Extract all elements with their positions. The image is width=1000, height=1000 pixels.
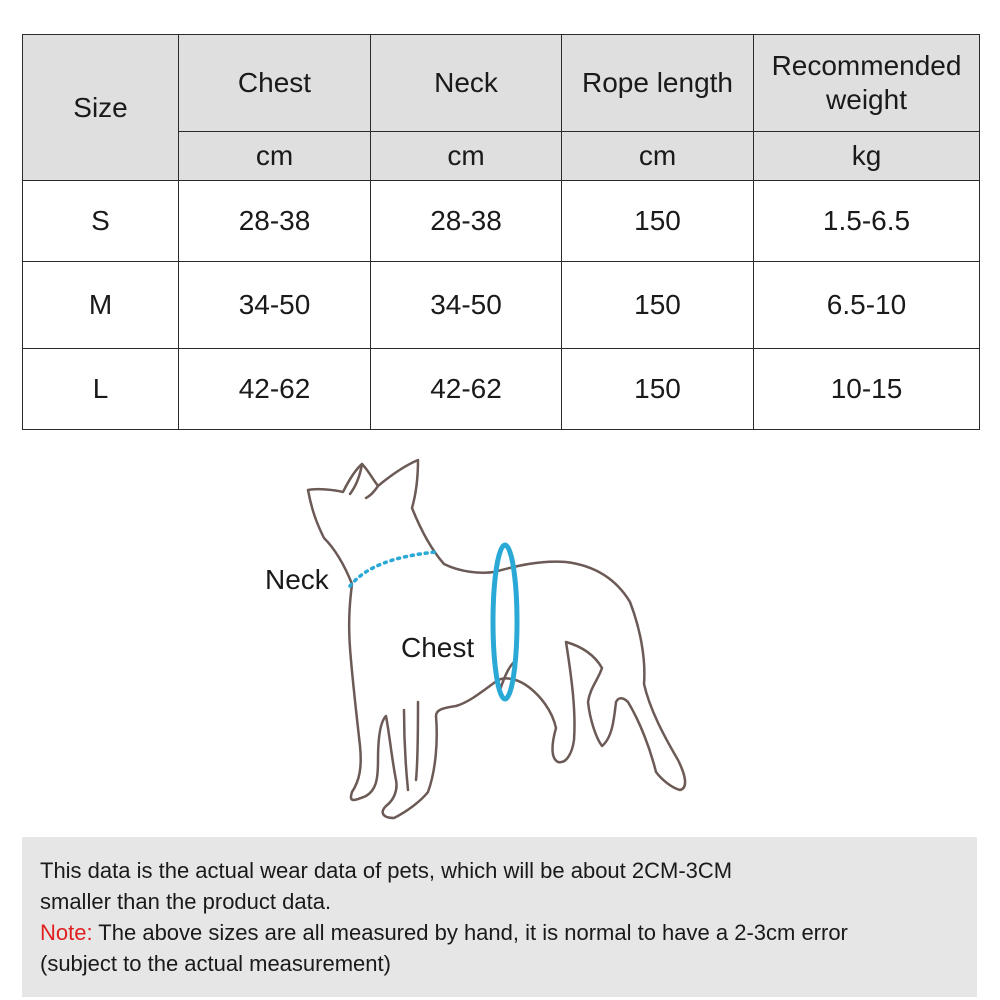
recommended-weight-header: Recommended weight xyxy=(754,35,980,132)
note-line-4: (subject to the actual measurement) xyxy=(40,951,391,976)
note-text: The above sizes are all measured by hand, it is normal to have a 2-3cm error xyxy=(92,920,848,945)
dog-measurement-figure xyxy=(0,440,1000,830)
weight-cell: 10-15 xyxy=(754,349,980,430)
size-cell: M xyxy=(23,262,179,349)
weight-cell: 1.5-6.5 xyxy=(754,181,980,262)
weight-unit: kg xyxy=(754,132,980,181)
rope-cell: 150 xyxy=(562,262,754,349)
header-row xyxy=(23,35,980,132)
note-label: Note: xyxy=(40,920,93,945)
neck-cell: 28-38 xyxy=(371,181,562,262)
chest-cell: 28-38 xyxy=(179,181,371,262)
neck-label: Neck xyxy=(265,564,329,595)
chest-unit: cm xyxy=(179,132,371,181)
rope-cell: 150 xyxy=(562,349,754,430)
neck-cell: 34-50 xyxy=(371,262,562,349)
note-box xyxy=(22,837,977,997)
chest-cell: 42-62 xyxy=(179,349,371,430)
note-line-2: smaller than the product data. xyxy=(40,889,332,914)
dog-outline xyxy=(308,460,685,818)
table-row xyxy=(23,349,980,430)
size-cell: S xyxy=(23,181,179,262)
dog-illustration xyxy=(0,440,1000,830)
table-row xyxy=(23,262,980,349)
neck-unit: cm xyxy=(371,132,562,181)
chest-header: Chest xyxy=(179,35,371,132)
size-table xyxy=(22,34,980,430)
neck-cell: 42-62 xyxy=(371,349,562,430)
rope-cell: 150 xyxy=(562,181,754,262)
chest-cell: 34-50 xyxy=(179,262,371,349)
rope-length-header: Rope length xyxy=(562,35,754,132)
rope-length-unit: cm xyxy=(562,132,754,181)
size-header: Size xyxy=(23,35,179,181)
neck-measure-line xyxy=(350,552,436,586)
table-row xyxy=(23,181,980,262)
chest-label: Chest xyxy=(401,632,475,663)
weight-cell: 6.5-10 xyxy=(754,262,980,349)
neck-header: Neck xyxy=(371,35,562,132)
size-cell: L xyxy=(23,349,179,430)
note-line-1: This data is the actual wear data of pets, which will be about 2CM-3CM xyxy=(40,858,733,883)
note-line-3 xyxy=(40,917,959,948)
